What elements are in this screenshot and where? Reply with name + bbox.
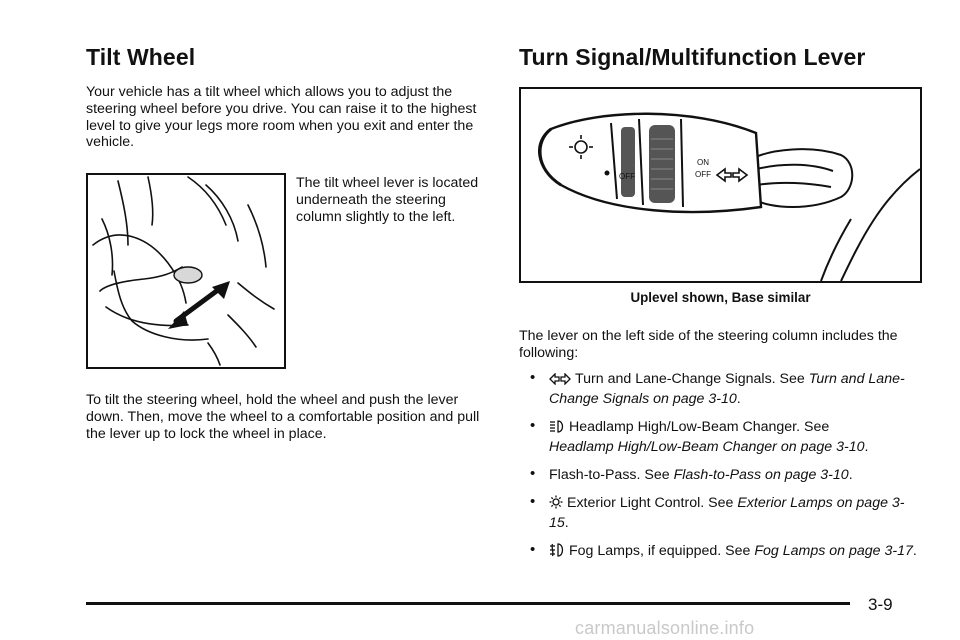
cross-reference: Turn and Lane-Change Signals on page 3-10 <box>549 371 905 407</box>
turn-signal-arrows-icon <box>549 372 571 390</box>
exterior-light-icon <box>549 495 563 514</box>
multifunction-lever-illustration <box>521 89 920 281</box>
cross-reference: Flash-to-Pass on page 3-10 <box>673 467 849 483</box>
cross-reference: Fog Lamps on page 3-17 <box>754 543 913 559</box>
lever-off-label: OFF <box>619 172 635 181</box>
list-item: • Turn and Lane-Change Signals. See Turn and Lane-Change Signals on page 3-10. <box>530 369 905 407</box>
fog-lamp-icon <box>549 543 565 562</box>
tilt-lever-location-note: The tilt wheel lever is located underneath the steering column slightly to the left. <box>296 175 479 225</box>
list-item: • Headlamp High/Low-Beam Changer. See Headlamp High/Low-Beam Changer on page 3-10. <box>530 417 869 455</box>
lever-feature-list <box>519 370 924 572</box>
lever-off2-label: OFF <box>695 170 711 179</box>
figure-caption: Uplevel shown, Base similar <box>630 290 811 305</box>
headlamp-beam-icon <box>549 420 565 438</box>
lever-intro: The lever on the left side of the steering column includes the following: <box>519 328 898 361</box>
cross-reference: Exterior Lamps on page 3-15 <box>549 495 905 531</box>
tilt-wheel-heading: Tilt Wheel <box>86 44 196 70</box>
multifunction-lever-heading: Turn Signal/Multifunction Lever <box>519 44 866 70</box>
lever-on-label: ON <box>697 158 709 167</box>
cross-reference: Headlamp High/Low-Beam Changer on page 3-10 <box>549 439 865 455</box>
multifunction-lever-figure <box>519 87 922 283</box>
list-item: • Exterior Light Control. See Exterior Lamps on page 3-15. <box>530 493 905 531</box>
footer-rule <box>86 602 850 605</box>
list-item: • Fog Lamps, if equipped. See Fog Lamps on page 3-17. <box>519 542 924 562</box>
list-item: • Flash-to-Pass. See Flash-to-Pass on page 3-10. <box>530 465 853 483</box>
tilt-wheel-instructions: To tilt the steering wheel, hold the wheel and push the lever down. Then, move the wheel to a comfortable position and pull the lever up to lock the wheel in place. <box>86 392 480 442</box>
page-number: 3-9 <box>868 595 893 614</box>
tilt-wheel-figure <box>86 173 286 369</box>
watermark: carmanualsonline.info <box>575 618 755 638</box>
tilt-wheel-illustration <box>88 175 284 367</box>
tilt-wheel-intro: Your vehicle has a tilt wheel which allows you to adjust the steering wheel before you drive. You can raise it to the highest level to give your legs more room when you exit and enter the vehicle. <box>86 84 477 151</box>
